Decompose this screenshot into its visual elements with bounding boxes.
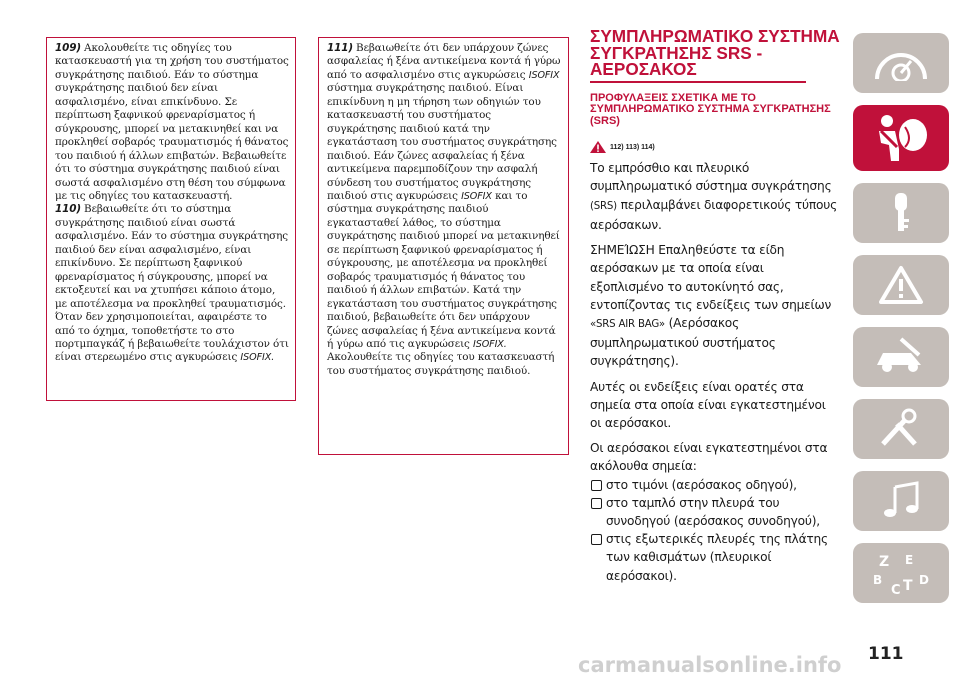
- list-item: [590, 494, 840, 530]
- svg-text:Z: Z: [879, 554, 890, 570]
- dashboard-icon: [873, 45, 929, 81]
- note-text: Ακολουθείτε τις οδηγίες του κατασκευαστή για τη χρήση του συστήματος συγκράτησης παιδιού. Εάν το σύστημα συγκράτησης παιδιού δεν είναι ασφαλισμένο, είναι επικίνδυνο. Σε περίπτωση ξαφνικού φρεναρίσματος ή σύγκρουσης, μπορεί να μετακινηθεί και να προκληθεί σοβαρός τραυματισμός ή θάνατος του παιδιού ή άλλων επιβατών. Βεβαιωθείτε ότι το σύστημα συγκράτησης παιδιού είναι σωστά ασφαλισμένο στη θέση του σύμφωνα με τις οδηγίες του κατασκευαστή.: [55, 42, 289, 202]
- tab-safety[interactable]: [853, 105, 949, 171]
- srs-airbag-tag: «SRS AIR BAG»: [590, 318, 665, 330]
- index-letters-icon: [869, 548, 933, 598]
- list-item-text: στο τιμόνι (αερόσακος οδηγού),: [606, 477, 797, 492]
- list-item-text: στο ταμπλό στην πλευρά του συνοδηγού (αερόσακος συνοδηγού),: [606, 495, 820, 528]
- main-content-column: [590, 28, 840, 585]
- tab-maintenance[interactable]: [853, 399, 949, 459]
- paragraph-2: [590, 241, 840, 370]
- warning-triangle-icon: [590, 141, 606, 153]
- tab-dashboard[interactable]: [853, 33, 949, 93]
- note-text: Βεβαιωθείτε ότι το σύστημα συγκράτησης παιδιού είναι σωστά ασφαλισμένο. Εάν το σύστημα συγκράτησης παιδιού δεν είναι ασφαλισμένο, είναι επικίνδυνο. Σε περίπτωση ξαφνικού φρεναρίσματος ή σύγκρουσης, μπορεί να εκτοξευτεί και να χτυπήσει κάποιο άτομο, με αποτέλεσμα να προκληθεί τραυματισμός. Όταν δεν χρησιμοποιείται, αφαιρέστε το από το όχημα, τοποθετήστε το στο πορτμπαγκάζ ή βεβαιωθείτε τουλάχιστον ότι είναι στερεωμένο στις αγκυρώσεις: [55, 203, 289, 364]
- section-divider: [590, 81, 806, 83]
- svg-text:E: E: [905, 553, 914, 567]
- tab-multimedia[interactable]: [853, 471, 949, 531]
- svg-text:T: T: [903, 578, 913, 594]
- tab-warnings[interactable]: [853, 255, 949, 315]
- section-title: ΣΥΜΠΛΗΡΩΜΑΤΙΚΟ ΣΥΣΤΗΜΑ ΣΥΓΚΡΑΤΗΣΗΣ SRS - ΑΕΡΟΣΑΚΟΣ: [590, 26, 840, 79]
- watermark: carmanualsonline.info: [578, 653, 842, 677]
- srs-abbrev: (SRS): [590, 200, 617, 212]
- note-text: σύστημα συγκράτησης παιδιού. Είναι επικίνδυνη η μη τήρηση των οδηγιών του κατασκευαστή του συστήματος συγκράτησης παιδιού κατά την εγκατάσταση του συστήματος συγκράτησης παιδιού. Εάν ζώνες ασφαλείας ή ξένα αντικείμενα παρεμποδίζουν την ασφαλή σύνδεση του συστήματος συγκράτησης παιδιού στις αγκυρώσεις: [327, 82, 557, 202]
- paragraph-1: [590, 159, 840, 234]
- note-text: Βεβαιωθείτε ότι δεν υπάρχουν ζώνες ασφαλείας ή ξένα αντικείμενα κοντά ή γύρω από το ασφαλισμένο στις αγκυρώσεις: [327, 42, 561, 81]
- paragraph-3: Αυτές οι ενδείξεις είναι ορατές στα σημεία στα οποία είναι εγκατεστημένοι οι αερόσακοι.: [590, 379, 826, 430]
- list-item: [590, 530, 840, 585]
- warning-111: [327, 42, 562, 378]
- svg-text:C: C: [891, 583, 901, 598]
- body-text: [590, 159, 840, 584]
- tab-starting[interactable]: [853, 183, 949, 243]
- reference-numbers: 112) 113) 114): [610, 143, 655, 151]
- warning-triangle-icon: [878, 265, 924, 305]
- note-text: Ακολουθείτε τις οδηγίες του κατασκευαστή του συστήματος συγκράτησης παιδιού.: [327, 351, 555, 377]
- list-item: [590, 476, 840, 494]
- list-item-text: στις εξωτερικές πλευρές της πλάτης των καθισμάτων (πλευρικοί αερόσακοι).: [606, 532, 829, 583]
- isofix-term: ISOFIX: [461, 190, 492, 202]
- isofix-term: ISOFIX.: [472, 338, 507, 350]
- warning-109: [55, 42, 289, 365]
- paragraph-4: Οι αερόσακοι είναι εγκατεστημένοι στα ακόλουθα σημεία:: [590, 441, 828, 474]
- isofix-term: ISOFIX.: [240, 352, 275, 364]
- checkbox-bullet-icon: [591, 534, 602, 545]
- wrench-car-icon: [871, 337, 931, 377]
- warning-references: [590, 141, 840, 153]
- media-note-icon: [877, 481, 925, 521]
- text: ΣΗΜΕΊΩΣΗ Επαληθεύστε τα είδη αερόσακων με τα οποία είναι εξοπλισμένο το αυτοκίνητό σας, εντοπίζοντας τις ενδείξεις των σημείων: [590, 243, 832, 312]
- chapter-tabs: [853, 33, 949, 615]
- isofix-term: ISOFIX: [528, 69, 560, 81]
- note-number: 111): [327, 42, 354, 54]
- note-text: και το σύστημα συγκράτησης παιδιού εγκατασταθεί λάθος, το σύστημα συγκράτησης παιδιού μπορεί να μετακινηθεί σε περίπτωση ξαφνικού φρεναρίσματος ή σύγκρουσης, με αποτέλεσμα να προκληθεί σοβαρός τραυματισμός ή θάνατος του παιδιού ή άλλων επιβατών. Κατά την εγκατάσταση του συστήματος συγκράτησης παιδιού, βεβαιωθείτε ότι δεν υπάρχουν ζώνες ασφαλείας ή ξένα αντικείμενα κοντά ή γύρω από τις αγκυρώσεις: [327, 189, 560, 350]
- warning-box-left: [46, 37, 296, 401]
- text: (Αερόσακος συμπληρωματικού συστήματος συγκράτησης).: [590, 315, 776, 369]
- note-number: 110): [55, 203, 82, 216]
- page-number: 111: [868, 644, 904, 664]
- subsection-title: ΠΡΟΦΥΛΑΞΕΙΣ ΣΧΕΤΙΚΑ ΜΕ ΤΟ ΣΥΜΠΛΗΡΩΜΑΤΙΚΟ ΣΥΣΤΗΜΑ ΣΥΓΚΡΑΤΗΣΗΣ (SRS): [590, 91, 831, 127]
- checkbox-bullet-icon: [591, 498, 602, 509]
- tools-icon: [875, 408, 927, 450]
- text: Το εμπρόσθιο και πλευρικό συμπληρωματικό σύστημα συγκράτησης: [590, 161, 832, 194]
- tab-index[interactable]: [853, 543, 949, 603]
- warning-box-middle: [318, 37, 569, 455]
- ignition-key-icon: [886, 191, 916, 235]
- svg-text:D: D: [919, 573, 929, 587]
- text: περιλαμβάνει διαφορετικούς τύπους αερόσακων.: [590, 197, 838, 232]
- svg-text:B: B: [873, 573, 883, 587]
- checkbox-bullet-icon: [591, 480, 602, 491]
- tab-emergency[interactable]: [853, 327, 949, 387]
- seatbelt-airbag-icon: [869, 113, 933, 163]
- note-number: 109): [55, 42, 82, 54]
